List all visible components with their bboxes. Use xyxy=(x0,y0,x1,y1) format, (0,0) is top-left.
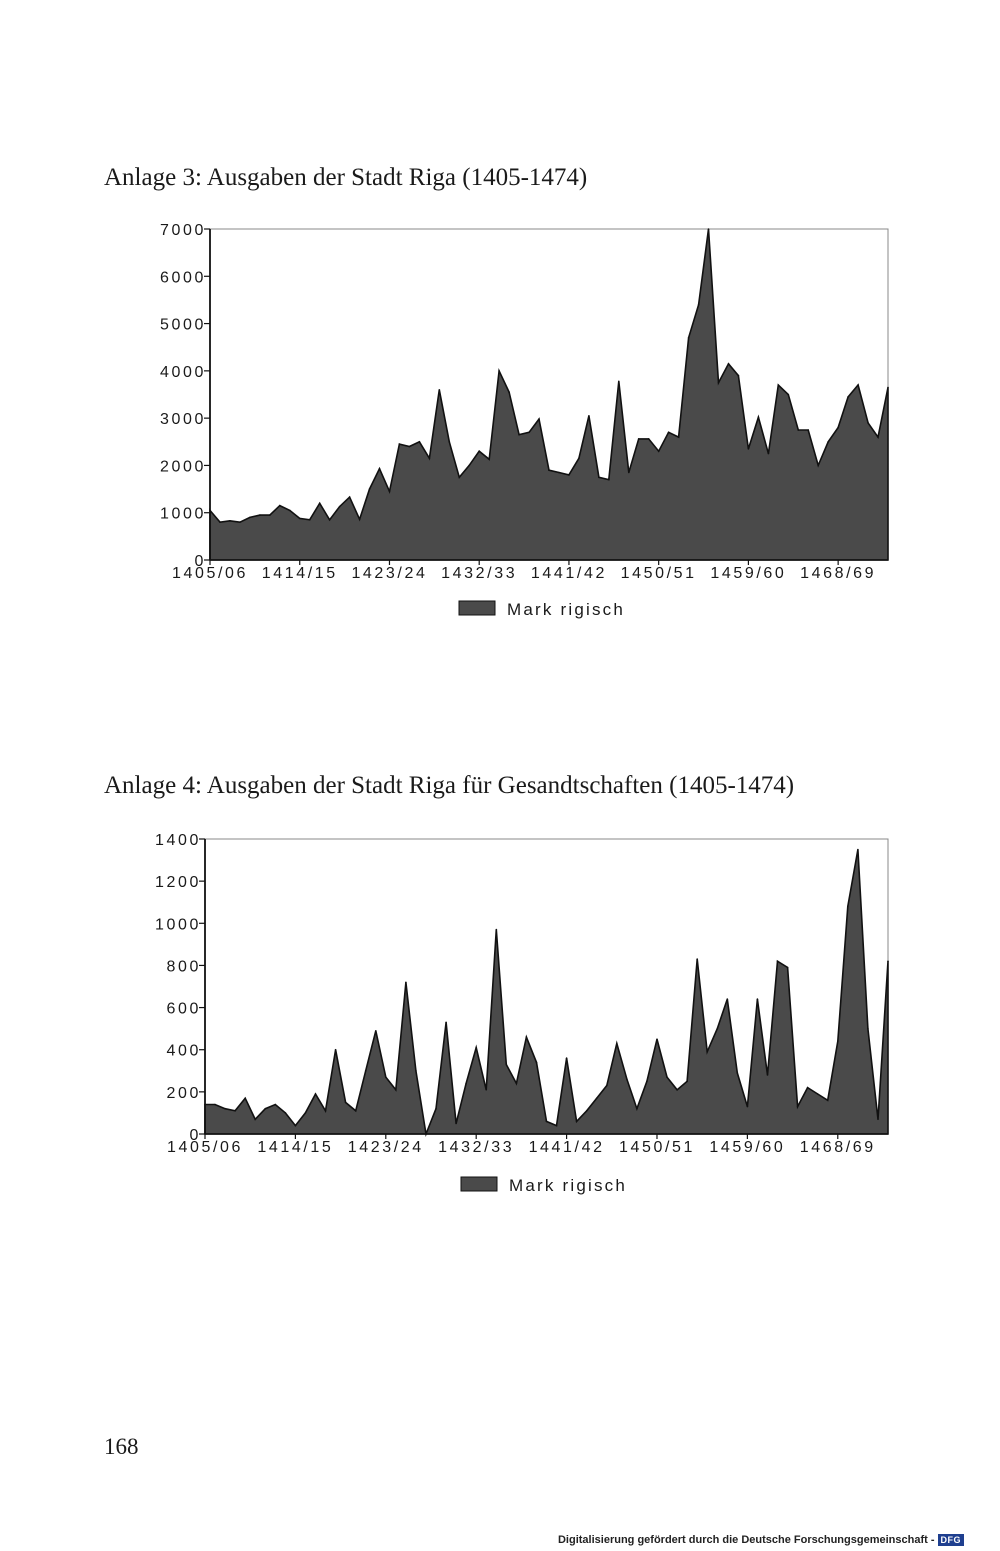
data-point xyxy=(777,960,779,962)
x-tick-label: 1450/51 xyxy=(618,1139,696,1156)
data-point xyxy=(395,1089,397,1091)
data-point xyxy=(526,1036,528,1038)
data-point xyxy=(234,1110,236,1112)
chart-1-title: Anlage 3: Ausgaben der Stadt Riga (1405-1474) xyxy=(104,164,588,191)
data-point xyxy=(877,1119,879,1121)
data-point xyxy=(475,1047,477,1049)
y-tick-label: 3000 xyxy=(160,411,206,429)
data-point xyxy=(626,1078,628,1080)
data-point xyxy=(566,1057,568,1059)
y-tick-label: 5000 xyxy=(160,316,206,334)
x-tick-label: 1459/60 xyxy=(710,565,787,582)
y-tick-label: 200 xyxy=(166,1084,201,1102)
footer-text: Digitalisierung gefördert durch die Deutsche Forschungsgemeinschaft - xyxy=(557,1534,935,1546)
data-point xyxy=(485,1089,487,1091)
x-tick-label: 1441/42 xyxy=(530,565,607,582)
data-point xyxy=(696,958,698,960)
y-tick-label: 7000 xyxy=(160,222,206,239)
legend-swatch xyxy=(461,1177,497,1191)
data-point xyxy=(676,1089,678,1091)
data-point xyxy=(747,1106,749,1108)
data-point xyxy=(757,998,759,1000)
y-tick-label: 400 xyxy=(166,1042,201,1060)
data-point xyxy=(275,1104,277,1106)
data-point xyxy=(636,1108,638,1110)
data-point xyxy=(345,1102,347,1104)
x-tick-label: 1414/15 xyxy=(261,565,338,582)
data-point xyxy=(214,1104,216,1106)
data-point xyxy=(817,1093,819,1095)
data-point xyxy=(445,1022,447,1024)
data-point xyxy=(576,1121,578,1123)
data-point xyxy=(646,1081,648,1083)
y-tick-label: 800 xyxy=(166,958,201,976)
data-point xyxy=(596,1097,598,1099)
data-point xyxy=(415,1070,417,1072)
y-tick-label: 1200 xyxy=(155,874,201,892)
data-point xyxy=(325,1110,327,1112)
data-point xyxy=(455,1123,457,1125)
data-point xyxy=(706,1051,708,1053)
data-point xyxy=(516,1083,518,1085)
y-tick-label: 1000 xyxy=(155,916,201,934)
y-tick-label: 2000 xyxy=(160,458,206,476)
dfg-logo: DFG xyxy=(938,1534,965,1546)
data-point xyxy=(727,998,729,1000)
data-point xyxy=(254,1119,256,1121)
data-point xyxy=(887,960,889,962)
data-point xyxy=(737,1072,739,1074)
x-tick-label: 1405/06 xyxy=(166,1139,244,1156)
data-point xyxy=(656,1038,658,1040)
y-tick-label: 600 xyxy=(166,1000,201,1018)
legend-label: Mark rigisch xyxy=(507,600,626,619)
y-tick-label: 1000 xyxy=(160,505,206,523)
data-point xyxy=(465,1083,467,1085)
x-tick-label: 1432/33 xyxy=(441,565,518,582)
data-point xyxy=(797,1106,799,1108)
x-tick-label: 1459/60 xyxy=(709,1139,786,1156)
x-tick-label: 1423/24 xyxy=(347,1139,424,1156)
data-point xyxy=(556,1125,558,1127)
data-point xyxy=(355,1110,357,1112)
x-tick-label: 1414/15 xyxy=(257,1139,334,1156)
x-tick-label: 1468/69 xyxy=(800,565,877,582)
data-point xyxy=(305,1112,307,1114)
data-point xyxy=(586,1110,588,1112)
x-tick-label: 1450/51 xyxy=(620,565,697,582)
data-point xyxy=(405,982,407,984)
data-point xyxy=(867,1028,869,1030)
data-point xyxy=(606,1085,608,1087)
series-area-mark-rigisch xyxy=(205,850,888,1135)
x-tick-label: 1405/06 xyxy=(171,565,249,582)
data-point xyxy=(827,1100,829,1102)
data-point xyxy=(496,929,498,931)
data-point xyxy=(787,967,789,969)
data-point xyxy=(385,1076,387,1078)
data-point xyxy=(686,1081,688,1083)
x-tick-label: 1468/69 xyxy=(799,1139,876,1156)
data-point xyxy=(295,1125,297,1127)
legend-label: Mark rigisch xyxy=(509,1176,628,1195)
x-tick-label: 1441/42 xyxy=(528,1139,605,1156)
data-point xyxy=(536,1062,538,1064)
data-point xyxy=(375,1030,377,1032)
data-point xyxy=(265,1108,267,1110)
data-point xyxy=(807,1087,809,1089)
y-tick-label: 1400 xyxy=(155,832,201,849)
data-point xyxy=(837,1041,839,1043)
x-tick-label: 1423/24 xyxy=(351,565,428,582)
data-point xyxy=(546,1121,548,1123)
y-tick-label: 0 xyxy=(189,1127,201,1144)
footer xyxy=(558,1534,964,1546)
data-point xyxy=(224,1108,226,1110)
data-point xyxy=(365,1070,367,1072)
data-point xyxy=(616,1043,618,1045)
data-point xyxy=(335,1049,337,1051)
chart-2-title: Anlage 4: Ausgaben der Stadt Riga für Gesandtschaften (1405-1474) xyxy=(104,772,795,799)
data-point xyxy=(315,1093,317,1095)
page-number: 168 xyxy=(104,1434,139,1459)
y-tick-label: 4000 xyxy=(160,363,206,381)
data-point xyxy=(847,906,849,908)
data-point xyxy=(285,1112,287,1114)
data-point xyxy=(244,1097,246,1099)
data-point xyxy=(506,1064,508,1066)
data-point xyxy=(767,1074,769,1076)
y-tick-label: 6000 xyxy=(160,269,206,287)
y-tick-label: 0 xyxy=(194,553,206,570)
data-point xyxy=(717,1028,719,1030)
data-point xyxy=(666,1076,668,1078)
x-tick-label: 1432/33 xyxy=(438,1139,515,1156)
data-point xyxy=(435,1108,437,1110)
data-point xyxy=(857,849,859,851)
